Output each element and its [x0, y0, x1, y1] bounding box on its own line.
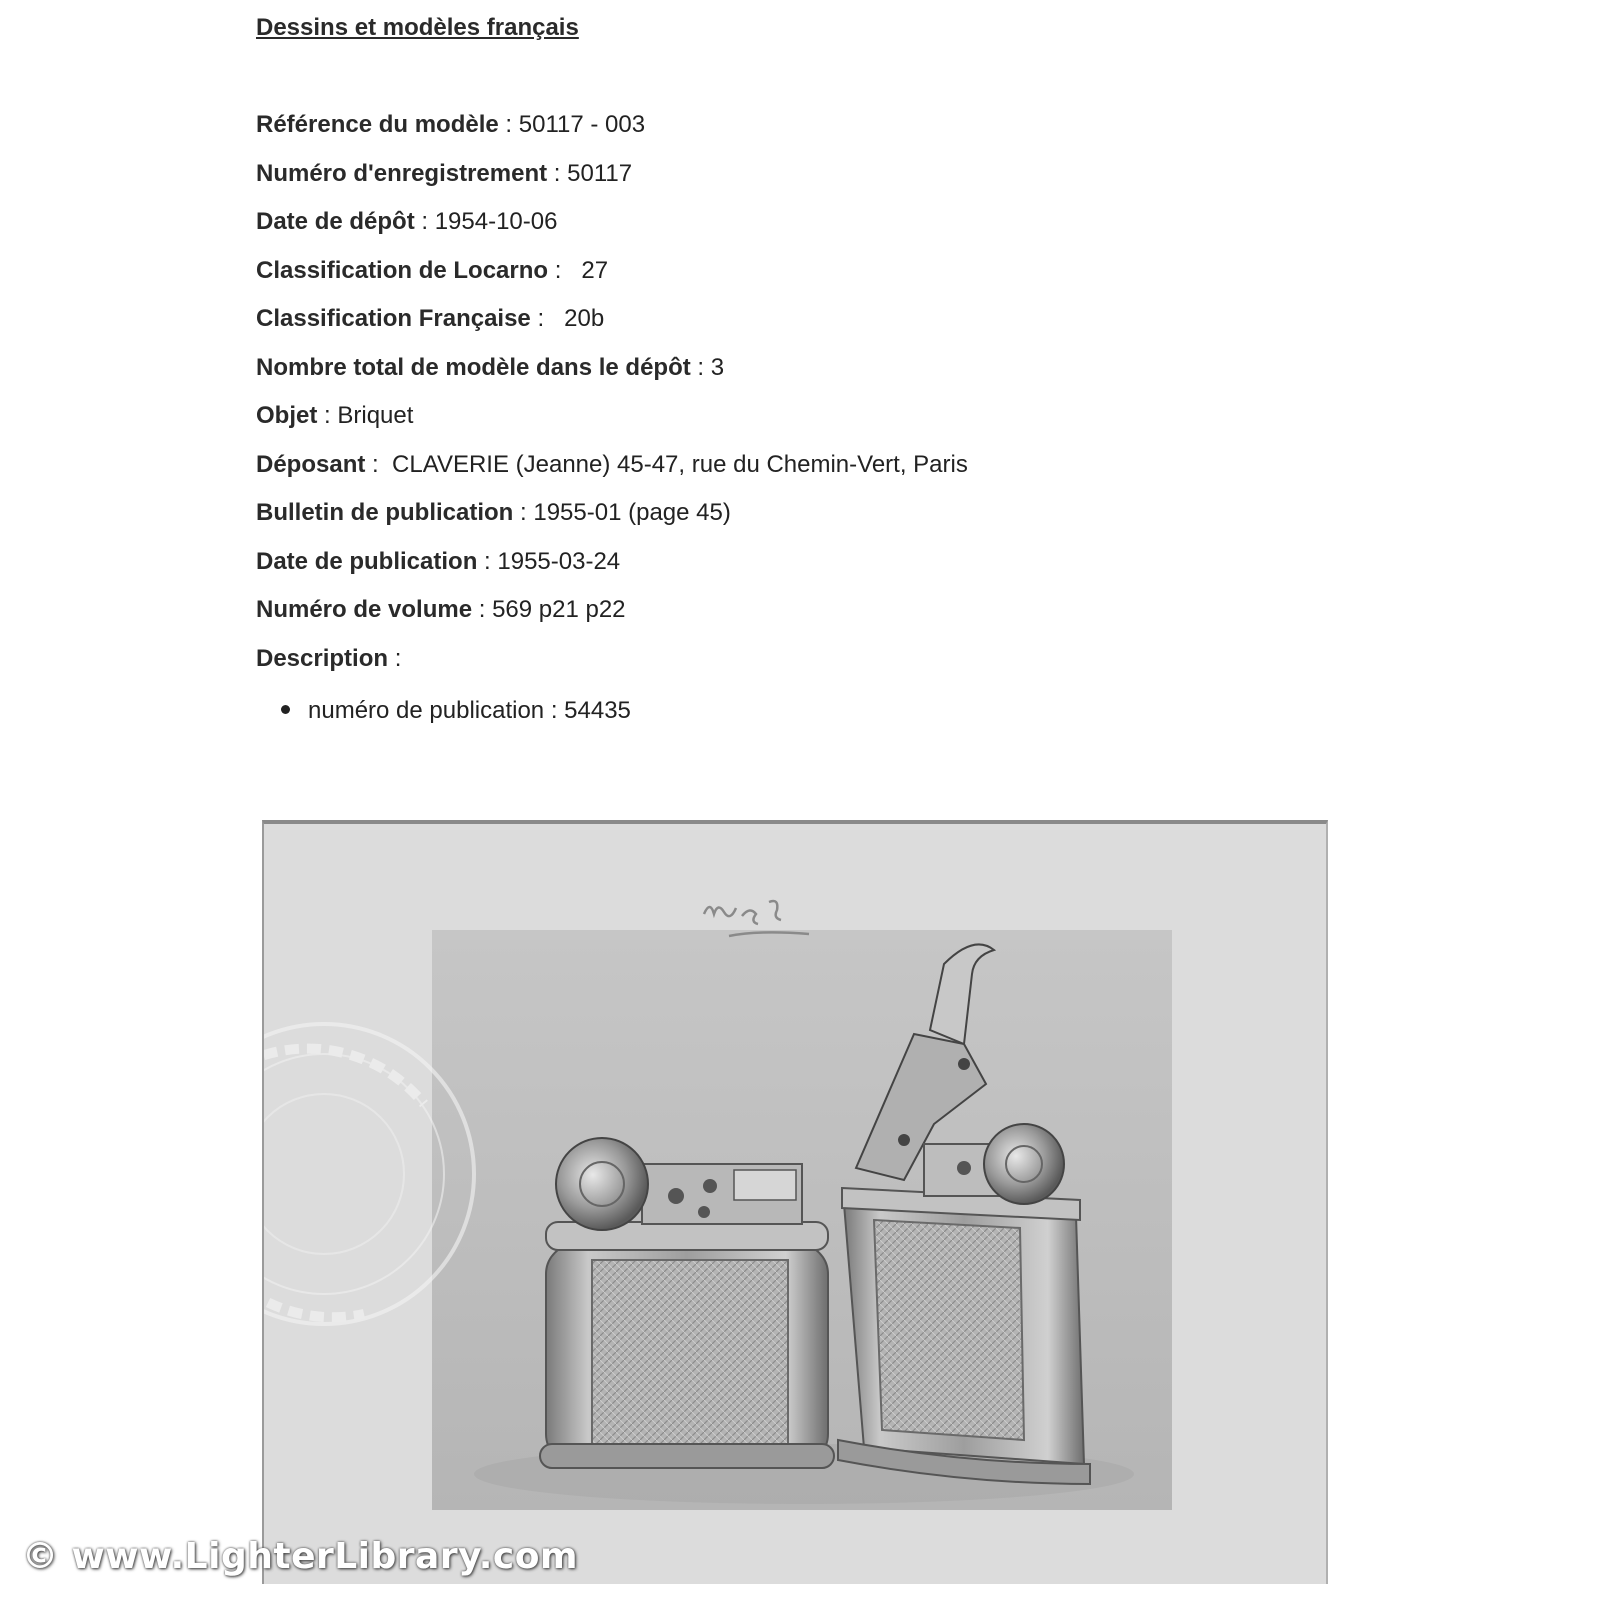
- field-separator: :: [477, 547, 498, 575]
- field-label: Bulletin de publication: [256, 499, 514, 526]
- field-locarno-class: [256, 256, 608, 286]
- field-separator: :: [317, 402, 338, 429]
- field-bulletin: [256, 498, 731, 528]
- field-value: 3: [710, 353, 725, 381]
- field-description: [256, 644, 401, 674]
- field-value: 1955-03-24: [497, 547, 621, 575]
- field-label: Date de dépôt: [256, 208, 415, 235]
- field-object: [256, 401, 413, 431]
- field-filing-date: [256, 207, 557, 237]
- field-separator: :: [547, 159, 568, 187]
- lighter-closed-icon: [540, 1138, 834, 1468]
- field-label: Référence du modèle: [256, 111, 499, 138]
- field-value: 20b: [564, 305, 605, 332]
- field-value: 569 p21 p22: [492, 596, 626, 623]
- field-value: 1955-01 (page 45): [533, 499, 731, 526]
- field-separator: :: [513, 499, 534, 526]
- field-separator: :: [498, 111, 519, 138]
- description-list-item: [281, 696, 631, 726]
- field-separator: :: [548, 256, 582, 284]
- field-depositor: [256, 450, 968, 480]
- field-separator: :: [414, 208, 435, 235]
- field-label: Classification Française: [256, 305, 531, 332]
- field-separator: :: [472, 596, 493, 623]
- site-watermark: © www.LighterLibrary.com: [22, 1536, 579, 1577]
- field-reference: [256, 110, 645, 140]
- field-publication-date: [256, 547, 620, 577]
- field-value: Briquet: [337, 402, 414, 429]
- field-label: Description: [256, 644, 389, 672]
- field-value: 50117 - 003: [518, 111, 646, 138]
- field-label: Numéro de volume: [256, 596, 473, 623]
- field-label: Objet: [256, 402, 318, 429]
- field-label: Nombre total de modèle dans le dépôt: [256, 353, 691, 381]
- field-french-class: [256, 304, 604, 334]
- field-model-count: [256, 353, 724, 383]
- field-separator: :: [530, 305, 565, 332]
- field-value: 1954-10-06: [434, 208, 558, 235]
- field-separator: :: [690, 353, 711, 381]
- bullet-icon: [281, 705, 290, 714]
- field-registration-number: [256, 159, 632, 189]
- field-label: Déposant: [256, 450, 366, 478]
- field-label: Classification de Locarno: [256, 256, 549, 284]
- field-volume-number: [256, 595, 626, 625]
- field-separator: :: [388, 644, 402, 672]
- field-label: Numéro d'enregistrement: [256, 159, 548, 187]
- field-value: CLAVERIE (Jeanne) 45-47, rue du Chemin-Vert, Paris: [392, 450, 968, 478]
- description-item-text: numéro de publication : 54435: [308, 697, 631, 724]
- field-separator: :: [365, 450, 393, 478]
- field-value: 27: [581, 256, 609, 284]
- field-label: Date de publication: [256, 547, 478, 575]
- field-value: 50117: [567, 159, 633, 187]
- page-title: Dessins et modèles français: [256, 14, 579, 41]
- lighter-photograph: [262, 820, 1328, 1584]
